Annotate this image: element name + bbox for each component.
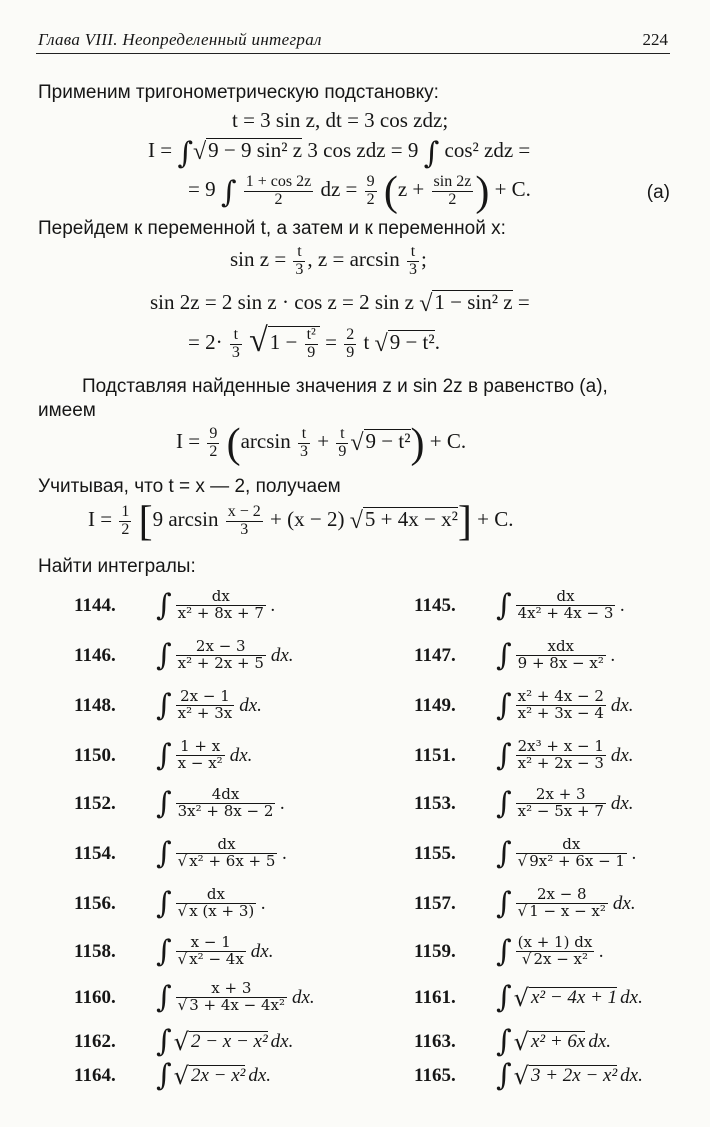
denominator [176, 903, 257, 920]
exercise-item [414, 1024, 611, 1059]
fraction [207, 426, 219, 461]
integral-sign: ∫ [220, 175, 237, 210]
integral-sign: ∫ [496, 1024, 512, 1059]
integral-sign: ∫ [496, 886, 512, 921]
exercise-number: 1155. [414, 842, 456, 864]
radicand: x² + 6x [530, 1031, 586, 1053]
integral-sign: ∫ [156, 688, 172, 723]
left-bracket: [ [138, 499, 153, 545]
eq-part: cos² zdz = [444, 138, 531, 162]
denominator: x² + 2x − 3 [517, 754, 604, 772]
integral-sign: ∫ [156, 1058, 172, 1093]
paragraph-we-have: имеем [38, 400, 96, 421]
right-paren: ) [410, 421, 425, 467]
exercise-item [74, 886, 266, 921]
numerator: 2x³ + x − 1 [517, 737, 604, 756]
exercise-item [414, 886, 636, 921]
radical-sign: √ [350, 430, 364, 456]
integral-sign: ∫ [156, 980, 172, 1015]
exercise-item [414, 738, 634, 773]
eq-part: I = [176, 429, 201, 453]
radicand: x (x + 3) [189, 902, 255, 920]
paragraph-substitution: Применим тригонометрическую подстановку: [38, 82, 439, 103]
left-paren: ( [383, 169, 398, 215]
denominator [176, 853, 278, 870]
eq-part: sin z = [230, 247, 287, 272]
exercise-tail: dx. [610, 744, 634, 766]
equation-integral-transform [148, 136, 530, 171]
fraction [516, 589, 616, 622]
fraction [298, 426, 310, 461]
numerator: 4dx [211, 785, 240, 804]
exercise-item [414, 934, 604, 969]
numerator: t [297, 243, 302, 260]
integral-sign: ∫ [496, 638, 512, 673]
fraction [365, 174, 377, 209]
numerator: x² + 4x − 2 [517, 687, 604, 706]
right-paren: ) [475, 169, 490, 215]
eq-part: + (x − 2) [270, 507, 345, 531]
left-paren: ( [226, 421, 241, 467]
exercise-number: 1154. [74, 842, 116, 864]
denominator [176, 997, 287, 1014]
heading-find-integrals: Найти интегралы: [38, 556, 196, 577]
integral-sign: ∫ [177, 136, 193, 171]
eq-part: + [317, 429, 330, 453]
integral-sign: ∫ [496, 786, 512, 821]
exercise-item [414, 980, 643, 1015]
fraction [176, 837, 278, 870]
radicand: 2x − x² [190, 1065, 246, 1087]
integral-sign: ∫ [496, 738, 512, 773]
denominator: x² + 2x + 5 [177, 654, 264, 672]
integral-sign: ∫ [496, 980, 512, 1015]
exercise-item [414, 836, 637, 871]
denominator: x² + 8x + 7 [177, 604, 264, 622]
numerator: 2 [346, 325, 355, 343]
fraction [516, 639, 606, 672]
exercise-tail: . [282, 842, 288, 864]
integral-sign: ∫ [156, 638, 172, 673]
right-bracket: ] [457, 499, 472, 545]
numerator: t [233, 325, 239, 343]
exercise-item [74, 934, 273, 969]
exercise-tail: . [270, 594, 276, 616]
eq-part: z + [397, 177, 425, 201]
radical-sign: √ [374, 331, 388, 357]
eq-part: 3 cos zdz = 9 [307, 138, 419, 162]
equation-sin-2z [150, 290, 530, 318]
eq-part: + C. [429, 429, 467, 453]
exercise-number: 1165. [414, 1064, 456, 1086]
eq-part: , z = arcsin [307, 247, 400, 272]
radical-sign: √ [177, 996, 188, 1014]
exercise-number: 1150. [74, 744, 116, 766]
exercise-item [74, 1024, 293, 1059]
fraction [176, 981, 287, 1014]
exercise-item [414, 786, 634, 821]
radicand: 9x² + 6x − 1 [529, 852, 625, 870]
numerator: 9 [209, 424, 218, 442]
exercise-tail: . [261, 892, 266, 914]
fraction [176, 639, 266, 672]
fraction [432, 174, 474, 209]
fraction [119, 504, 131, 539]
eq-part: . [434, 330, 440, 354]
fraction [176, 739, 225, 772]
exercise-tail: dx. [250, 940, 274, 962]
exercise-item [74, 786, 285, 821]
equation-I-in-t [176, 420, 466, 468]
denominator [516, 853, 627, 870]
exercise-number: 1146. [74, 644, 116, 666]
paragraph-considering: Учитывая, что t = x — 2, получаем [38, 476, 341, 497]
eq-part: 9 arcsin [152, 507, 219, 531]
eq-part: + C. [477, 507, 514, 531]
exercise-item [414, 1058, 643, 1093]
denominator: 9 [338, 442, 347, 460]
radical-sign: √ [517, 902, 528, 920]
denominator: 4x² + 4x − 3 [517, 604, 614, 622]
fraction [344, 327, 356, 362]
paragraph-substituting: Подставляя найденные значения z и sin 2z в равенство (a), [82, 376, 608, 397]
radical-sign: √ [521, 950, 532, 968]
radicand: 3 + 2x − x² [530, 1065, 618, 1087]
radical-sign: √ [513, 983, 529, 1012]
numerator: x + 3 [211, 979, 252, 998]
numerator: 1 [121, 502, 130, 520]
exercise-tail: dx. [588, 1030, 612, 1052]
eq-part: I = [148, 138, 173, 162]
exercise-tail: dx. [229, 744, 253, 766]
exercise-number: 1163. [414, 1030, 456, 1052]
fraction [336, 426, 348, 461]
header-rule [36, 53, 670, 54]
radical-sign: √ [419, 291, 433, 317]
denominator: x² + 3x [177, 704, 233, 722]
exercise-number: 1162. [74, 1030, 116, 1052]
radicand [268, 326, 320, 362]
fraction [244, 174, 313, 209]
exercise-item [414, 588, 625, 623]
exercise-number: 1157. [414, 892, 456, 914]
exercise-tail: dx. [270, 1030, 294, 1052]
eq-part: arcsin [240, 429, 291, 453]
exercise-number: 1144. [74, 594, 116, 616]
radicand: x² − 4x [189, 950, 244, 968]
exercise-number: 1156. [74, 892, 116, 914]
integral-sign: ∫ [496, 934, 512, 969]
denominator: 2 [366, 190, 375, 208]
exercise-number: 1147. [414, 644, 456, 666]
radicand: 2x − x² [533, 950, 589, 968]
equation-I-in-x [88, 498, 513, 546]
numerator: 2x − 3 [195, 637, 246, 656]
eq-part: sin 2z = 2 sin z · cos z = 2 sin z [150, 290, 414, 314]
exercise-item [74, 1058, 271, 1093]
exercise-tail: dx. [239, 694, 262, 716]
exercise-number: 1160. [74, 986, 116, 1008]
eq-part: dz = [320, 177, 358, 201]
integral-sign: ∫ [156, 934, 172, 969]
exercise-tail: . [280, 792, 286, 814]
fraction [516, 739, 606, 772]
numerator: t [340, 424, 345, 442]
denominator: 3 [295, 260, 304, 278]
denominator: 9 [346, 343, 355, 361]
exercise-item [74, 738, 252, 773]
integral-sign: ∫ [156, 588, 172, 623]
fraction [516, 935, 595, 968]
exercise-tail: dx. [270, 644, 294, 666]
integral-sign: ∫ [156, 738, 172, 773]
denominator: 3 [231, 343, 240, 361]
numerator: (x + 1) dx [517, 933, 593, 952]
radical-sign: √ [349, 508, 363, 534]
exercise-tail: . [610, 644, 616, 666]
eq-part: + C. [494, 177, 531, 201]
denominator: 2 [432, 191, 474, 209]
exercise-item [74, 836, 287, 871]
denominator: x − x² [177, 754, 223, 772]
radical-sign: √ [177, 902, 188, 920]
eq-part: ; [420, 247, 427, 272]
exercise-tail: dx. [620, 1064, 643, 1086]
exercise-number: 1158. [74, 940, 116, 962]
numerator: dx [211, 587, 230, 606]
integral-sign: ∫ [156, 1024, 172, 1059]
equation-label: (a) [646, 182, 670, 203]
radical-sign: √ [192, 139, 207, 165]
eq-part: = [325, 330, 337, 354]
eq-part: 1 − [269, 330, 298, 354]
exercise-number: 1161. [414, 986, 456, 1008]
denominator [176, 951, 246, 968]
numerator: dx [562, 835, 581, 854]
eq-part: = [517, 290, 530, 314]
fraction [407, 244, 419, 279]
numerator: dx [556, 587, 575, 606]
numerator: 2x − 8 [536, 885, 587, 904]
fraction [176, 935, 246, 968]
denominator: 9 [305, 344, 318, 362]
denominator: 3 [300, 442, 308, 460]
numerator: 9 [366, 172, 375, 190]
exercise-item [74, 688, 262, 723]
integral-sign: ∫ [496, 1058, 512, 1093]
radical-sign: √ [177, 950, 188, 968]
integral-sign: ∫ [156, 786, 172, 821]
radicand: 9 − 9 sin² z [208, 138, 303, 162]
numerator: t [301, 424, 307, 442]
equation-substitution: t = 3 sin z, dt = 3 cos zdz; [232, 108, 449, 132]
radical-sign: √ [249, 322, 268, 359]
numerator: sin 2z [433, 172, 472, 190]
numerator: 1 + x [180, 737, 221, 756]
equation-integral-result [188, 168, 531, 216]
radicand: 9 − t² [389, 330, 435, 354]
exercise-tail: dx. [610, 792, 634, 814]
radicand: 1 − x − x² [529, 902, 606, 920]
exercise-item [414, 638, 616, 673]
fraction [516, 689, 606, 722]
exercise-number: 1152. [74, 792, 116, 814]
denominator: 2 [209, 442, 218, 460]
fraction [516, 837, 627, 870]
exercise-tail: dx. [248, 1064, 272, 1086]
integral-sign: ∫ [423, 136, 440, 171]
denominator: 3 [226, 521, 263, 539]
integral-sign: ∫ [496, 688, 512, 723]
fraction [176, 689, 235, 722]
exercise-item [74, 588, 276, 623]
exercise-item [414, 688, 634, 723]
fraction [176, 787, 276, 820]
radicand: 3 + 4x − 4x² [189, 996, 285, 1014]
denominator [516, 903, 608, 920]
radical-sign: √ [173, 1027, 189, 1056]
radicand: 5 + 4x − x² [364, 507, 458, 531]
fraction [305, 327, 318, 362]
fraction [176, 887, 257, 920]
radical-sign: √ [513, 1061, 529, 1090]
radicand: x² − 4x + 1 [530, 987, 618, 1009]
radicand: 9 − t² [365, 429, 411, 453]
exercise-tail: dx. [610, 694, 634, 716]
integral-sign: ∫ [156, 836, 172, 871]
radicand: 2 − x − x² [190, 1031, 268, 1053]
fraction [176, 589, 266, 622]
numerator: x − 1 [190, 933, 231, 952]
eq-part: I = [88, 507, 113, 531]
exercise-number: 1149. [414, 694, 456, 716]
radicand: 1 − sin² z [434, 290, 513, 314]
fraction [516, 887, 608, 920]
integral-sign: ∫ [156, 886, 172, 921]
eq-part: t [363, 330, 370, 354]
chapter-title: Глава VIII. Неопределенный интеграл [38, 30, 322, 49]
numerator: 2x + 3 [535, 785, 586, 804]
radical-sign: √ [177, 852, 188, 870]
radical-sign: √ [173, 1061, 189, 1090]
eq-part: = 9 [188, 177, 216, 201]
fraction [230, 327, 242, 362]
radical-sign: √ [517, 852, 528, 870]
denominator: 9 + 8x − x² [517, 654, 604, 672]
exercise-tail: dx. [291, 986, 315, 1008]
fraction [293, 244, 305, 279]
denominator: 3 [408, 260, 417, 278]
exercise-number: 1164. [74, 1064, 116, 1086]
fraction [516, 787, 606, 820]
denominator: x² + 3x − 4 [517, 704, 604, 722]
denominator: x² − 5x + 7 [517, 802, 604, 820]
exercise-number: 1145. [414, 594, 456, 616]
numerator: xdx [547, 637, 575, 656]
exercise-tail: . [599, 940, 605, 962]
numerator: dx [206, 885, 225, 904]
numerator: 1 + cos 2z [245, 172, 312, 190]
exercise-number: 1159. [414, 940, 456, 962]
denominator: 2 [121, 520, 130, 538]
denominator: 3x² + 8x − 2 [177, 802, 274, 820]
numerator: x − 2 [227, 502, 261, 520]
exercise-number: 1148. [74, 694, 116, 716]
exercise-item [74, 980, 315, 1015]
exercise-number: 1153. [414, 792, 456, 814]
integral-sign: ∫ [496, 836, 512, 871]
integral-sign: ∫ [496, 588, 512, 623]
radicand: x² + 6x + 5 [189, 852, 276, 870]
exercise-tail: dx. [620, 986, 643, 1008]
exercise-tail: . [620, 594, 626, 616]
numerator: 2x − 1 [180, 687, 230, 706]
page-number: 224 [642, 30, 668, 49]
equation-sin-2z-t [188, 322, 440, 361]
radical-sign: √ [513, 1027, 529, 1056]
equation-sin-z [230, 244, 427, 279]
numerator: t [410, 243, 416, 260]
exercise-number: 1151. [414, 744, 456, 766]
denominator [516, 951, 595, 968]
eq-part: = 2· [188, 330, 223, 354]
exercise-tail: dx. [612, 892, 636, 914]
exercise-item [74, 638, 294, 673]
paragraph-change-variable: Перейдем к переменной t, а затем и к переменной x: [38, 218, 506, 239]
numerator: dx [217, 835, 236, 854]
exercise-tail: . [631, 842, 637, 864]
denominator: 2 [244, 191, 313, 209]
fraction [226, 504, 263, 539]
numerator: t² [306, 325, 316, 343]
